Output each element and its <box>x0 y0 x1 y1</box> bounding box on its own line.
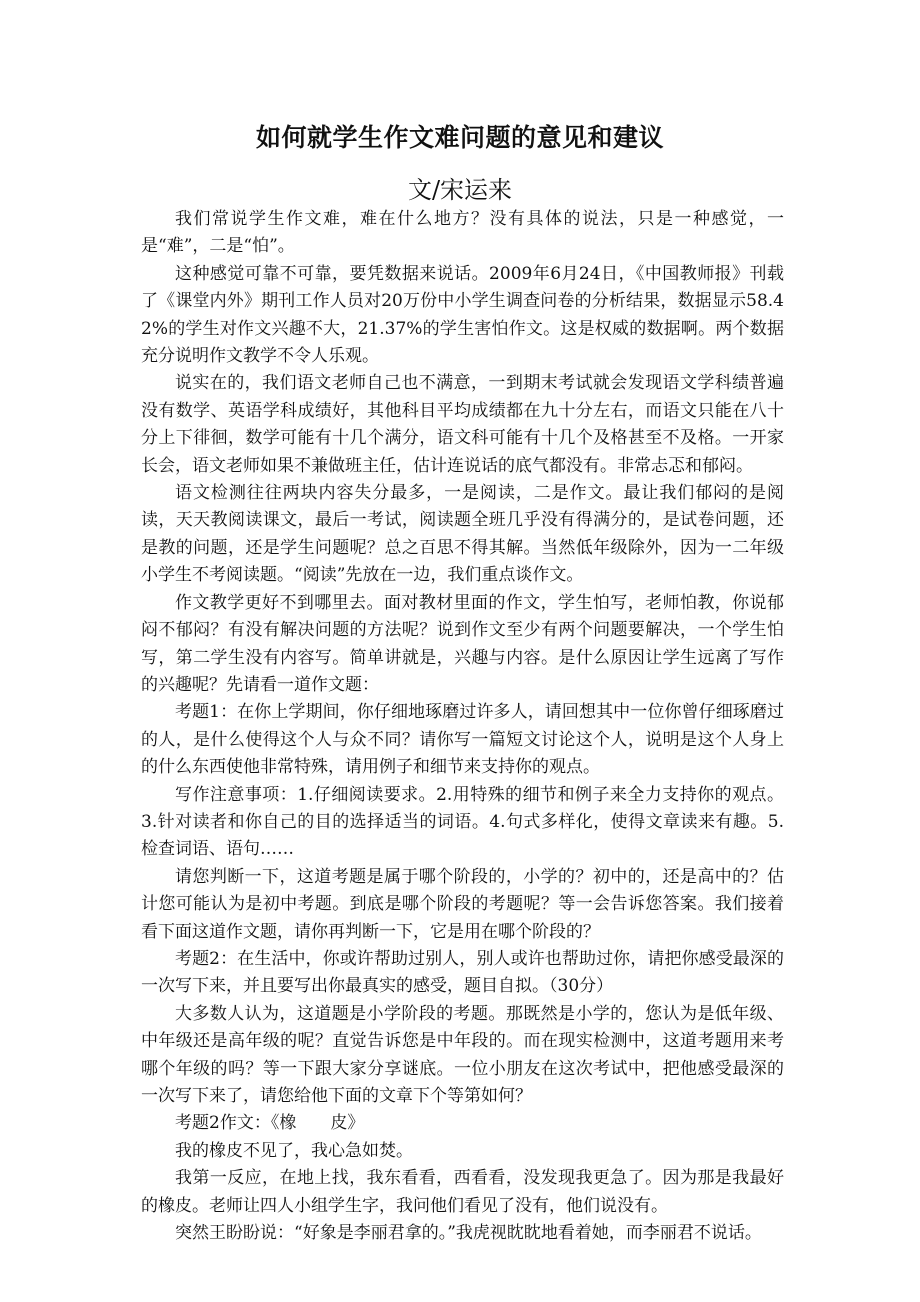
paragraph-8: 请您判断一下，这道考题是属于哪个阶段的，小学的？初中的，还是高中的？估计您可能认为是初中考题。到底是哪个阶段的考题呢？等一会告诉您答案。我们接着看下面这道作文题，请你再判断一下，它是用在哪个阶段的？ <box>141 866 784 942</box>
paragraph-14: 突然王盼盼说：“好象是李丽君拿的。”我虎视眈眈地看着她，而李丽君不说话。 <box>175 1223 762 1244</box>
paragraph-4: 语文检测往往两块内容失分最多，一是阅读，二是作文。最让我们郁闷的是阅读，天天教阅读课文，最后一考试，阅读题全班几乎没有得满分的，是试卷问题，还是教的问题，还是学生问题呢？总之百思不得其解。当然低年级除外，因为一二年级小学生不考阅读题。“阅读”先放在一边，我们重点谈作文。 <box>141 483 784 586</box>
document-title: 如何就学生作文难问题的意见和建议 <box>255 123 664 152</box>
paragraph-2: 这种感觉可靠不可靠，要凭数据来说话。2009年6月24日，《中国教师报》刊载了《课堂内外》期刊工作人员对20万份中小学生调查问卷的分析结果，数据显示58.42%的学生对作文兴趣不大，21.37%的学生害怕作文。这是权威的数据啊。两个数据充分说明作文教学不令人乐观。 <box>141 263 784 367</box>
paragraph-10: 大多数人认为，这道题是小学阶段的考题。那既然是小学的，您认为是低年级、中年级还是高年级的呢？直觉告诉您是中年段的。而在现实检测中，这道考题用来考哪个年级的吗？等一下跟大家分享谜底。一位小朋友在这次考试中，把他感受最深的一次写下来了，请您给他下面的文章下个等第如何？ <box>141 1003 784 1106</box>
document-author: 文/宋运来 <box>407 176 513 204</box>
paragraph-13: 我第一反应，在地上找，我东看看，西看看，没发现我更急了。因为那是我最好的橡皮。老师让四人小组学生字，我问他们看见了没有，他们说没有。 <box>141 1168 784 1216</box>
paragraph-6: 考题1：在你上学期间，你仔细地琢磨过许多人，请回想其中一位你曾仔细琢磨过的人，是什么使得这个人与众不同？请你写一篇短文讨论这个人，说明是这个人身上的什么东西使他非常特殊，请用例子和细节来支持你的观点。 <box>141 702 784 778</box>
paragraph-9: 考题2：在生活中，你或许帮助过别人，别人或许也帮助过你，请把你感受最深的一次写下来，并且要写出你最真实的感受，题目自拟。（30分） <box>141 948 784 997</box>
paragraph-3: 说实在的，我们语文老师自己也不满意，一到期末考试就会发现语文学科绩普遍没有数学、英语学科成绩好，其他科目平均成绩都在九十分左右，而语文只能在八十分上下徘徊，数学可能有十几个满分，语文科可能有十几个及格甚至不及格。一开家长会，语文老师如果不兼做班主任，估计连说话的底气都没有。非常忐忑和郁闷。 <box>141 373 784 476</box>
paragraph-11: 考题2作文：《橡 皮》 <box>175 1113 365 1134</box>
paragraph-5: 作文教学更好不到哪里去。面对教材里面的作文，学生怕写，老师怕教，你说郁闷不郁闷？有没有解决问题的方法呢？说到作文至少有两个问题要解决，一个学生怕写，第二学生没有内容写。简单讲就是，兴趣与内容。是什么原因让学生远离了写作的兴趣呢？先请看一道作文题： <box>141 592 784 695</box>
document-body <box>141 206 784 1247</box>
paragraph-7: 写作注意事项：1.仔细阅读要求。2.用特殊的细节和例子来全力支持你的观点。3.针对读者和你自己的目的选择适当的词语。4.句式多样化，使得文章读来有趣。5.检查词语、语句…… <box>141 784 784 860</box>
paragraph-12: 我的橡皮不见了，我心急如焚。 <box>175 1140 413 1161</box>
paragraph-1: 我们常说学生作文难，难在什么地方？没有具体的说法，只是一种感觉，一是“难”，二是“怕”。 <box>141 209 784 257</box>
